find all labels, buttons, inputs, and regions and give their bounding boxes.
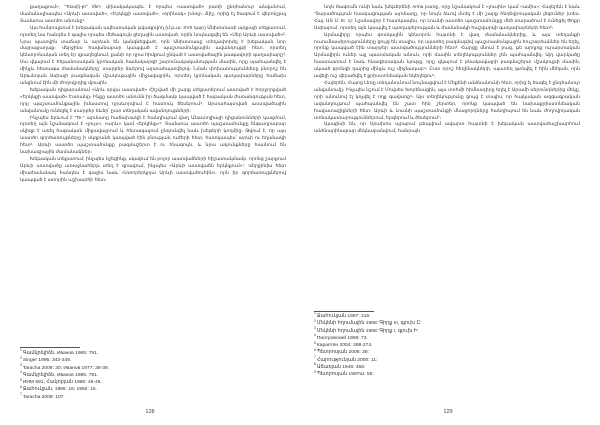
footnote-number: 3 xyxy=(20,362,22,367)
footnote xyxy=(314,364,580,371)
page-number: 129 xyxy=(443,409,453,415)
footnote-text: Taracha 2009: 30; Иванов 1977: 38-39. xyxy=(22,365,110,371)
footnote xyxy=(20,357,286,364)
page-number: 128 xyxy=(145,409,155,415)
footnote xyxy=(20,350,286,357)
footnote-divider xyxy=(314,311,374,312)
footnote-text: Ջահուկյան, 1986: 16; 1992: 16. xyxy=(22,387,97,393)
footnote-text: Գամկրելիձե, Иванов 1985: 791. xyxy=(22,351,99,356)
right-page xyxy=(300,0,600,425)
footnote-number: 4 xyxy=(314,333,316,338)
footnote-number: 6 xyxy=(314,347,316,352)
footnote-number: 7 xyxy=(314,355,316,360)
footnote xyxy=(314,342,580,349)
footnote-number: 5 xyxy=(20,377,22,382)
paragraph: Խեթական դիցարանում «Արև օրվա աստված» Հիշված մի շարք տեքստերում աստված է հորջորջված «Երկնքի աստված» Էստանը։ Ինքը աստծո անունն իր ծագմամբ կապված է հաթական ժառանգության հետ, որը պաշտամունքային իմաստով դրսևորվում է հատուկ ծեսերում⁴. Արտահայտված աստվածային անվանումը ունեցել է տարբեր ձևեր՝ ըստ տեղական ավանդույթների։ xyxy=(20,86,286,113)
footnote-text: Մեկենի հղումային 1968: Գիրք III, գլուխ Ը: xyxy=(316,321,422,327)
footnote-number: 2 xyxy=(20,355,22,360)
footnote-text: Singer 1995: 343-349. xyxy=(22,358,72,364)
footnote-text: Ջահուկյան 1987: 315: xyxy=(316,314,371,319)
footnote-text: Աճառյան 1946: 456: xyxy=(316,365,366,371)
paragraph: Արմավիրը որպես գոտկային կենտրոն հայտնի է վաղ ժամանակներից, և այս տեղանքի ուսումնասիրությունները ցույց են տալիս, որ այստեղ բազմաթիվ պաշտամունքային հուշարձաններ են եղել, որոնք կապված էին տարբեր աստվածությունների հետ³. Հարցը մնում է բաց, թե արդյոք ուրարտական Արմավիրն ուներ այլ պատմական անուն, որի մասին տեղեկություններ չեն պահպանվել։ Այդ վարկածը հաստատում է նաև հնագիտական նյութը, որը վկայում է բնակավայրի բազմաշերտ մշակույթի մասին, սկսած բրոնզի դարից մինչև ուշ միջնադար⁴։ Ըստ որոշ հեղինակների, այստեղ գտնվել է հին մեհյան, որն ավելի ուշ վերածվել է քրիստոնեական եկեղեցու⁵։ xyxy=(314,31,580,79)
footnote-number: 3 xyxy=(314,325,316,330)
footnote xyxy=(20,372,286,379)
footnote-number: 6 xyxy=(20,384,22,389)
footnote-text: Taracha 2009: 107. xyxy=(22,394,65,400)
footnote xyxy=(20,386,286,393)
paragraph: քաղաքում», "Toxu(i)-p'ṙ' tṙkṙ» փխակակապեւ է որպես «աստված» բառի ընդհանուր անվանում, մամանալիապես «Արևի աստված», «Երկնքի աստված», «օրինակ» խնդր. Ճիշ, որից էլ ծագում է վերոնշյալ Տամաուս աստծո անունը¹. xyxy=(20,4,286,23)
footnote-number: 4 xyxy=(20,370,22,375)
footnote-number: 7 xyxy=(20,392,22,397)
footnote-text: Пиотровский 1959: 73. xyxy=(316,335,368,341)
paragraph: Ինչպես երևում է "Te-" արմատը հաճախակի է հանդիպում վաղ Անատոլիայի դիցանունների կազմում, որտեղ այն նշանակում է «լույս», «արև» կամ «երկինք»⁵. Տամաուս աստծո պաշտամունքը ենթադրաբար սկիզբ է առել հաթական միջավայրում և հետագայում ընդունվել նաև խեթերի կողմից։ Թվում է, որ այս աստծո գործառույթները ի սկզբանե կապված էին բնության ուժերի հետ, հատկապես՝ արևի ու եղանակի հետ⁶. Արևի աստծո պաշտամունքը բազմաշերտ է ու հնագույն, և նրա ակունքները հասնում են նախագրային ժամանակներ։ xyxy=(20,114,286,155)
footnote-number: 9 xyxy=(314,369,316,374)
paragraph: Խեթական տեքստում, ինչպես նշեցինք, սկսվում են բոլոր աստվածների հիշատակմամբ, որոնց շարքում Արևի աստվածը առաջնահերթ տեղ է գրավում, ինչպես «Արևի աստվածն երկնքում»⁷. Վերջինիս հետ միաժամանակ հանդես է գալիս նաև «Ստորերկրյա Արևի աստվածուհին», որն իր գործառույթներով կապված է ստորին աշխարհի հետ։ xyxy=(20,155,286,182)
left-page-body xyxy=(20,4,286,184)
right-footnotes xyxy=(314,313,580,379)
footnote-text: Պետրոսյան 1997ա: 55: xyxy=(316,372,374,378)
paragraph: նոյն ծագումն ունի նաև խեթերենի Arma բառը, որը նշանակում է «լուսին» կամ «ամիս»: Հայերեն է նաև "Տարածություն հասկացության արմատը, որ նույն ձևով մտել է մի շարք հնդեվրոպական լեզուներ (տես. Հայ. ԱՏ Ս. III. 1): Նշանավոր է հատկապես, որ Լուսնի աստծո պաշտամունքը մեծ տարածում է ունեցել Փոքր Ասիայում, որտեղ այն կապվել է պտղաբերության և ժամանակի հաշվարկի գաղափարների հետ²։ xyxy=(314,4,580,30)
paragraph: Հայերեն, Հայոց Լեռը տեղանունում նույնացվում է Մեքենի անձնանունի հետ, որից էլ ծագել է ընդհանուր անվանումը։ Ինչպես նշում է Մովսես Խորենացին, այս տոհմի հիմնադիրը եղել է Արամի սերունդներից մեկը, որի անունով էլ կոչվել է ողջ գավառը⁶։ Այս տեղեկությունը ցույց է տալիս, որ հայկական ազգագրական ավանդույթում պահպանվել են շատ հին շերտեր, որոնք կապված են նախաքրիստոնեական հավատալիքների հետ։ Արևի և Լուսնի պաշտամունքի մնացորդները հանդիպում են նաև ժողովրդական տոնակատարություններում, երգերում և ծեսերում⁷։ xyxy=(314,79,580,120)
right-page-body xyxy=(314,4,580,135)
footnote-number: 1 xyxy=(20,348,22,353)
footnote-text: Հարությունյան 2000: 11: xyxy=(316,357,378,363)
footnote xyxy=(314,320,580,327)
paragraph: Այսպիսի են, որ Սրախոս պրպում թեպվում ավարտ հայտնի է խեթական աստվածաշխարհում անհնարինաբար մեկնաբանվում, հանրայն xyxy=(314,121,580,134)
footnote-number: 8 xyxy=(314,362,316,367)
footnote-text: Մեկենի հղումային 1968: Գիրք I, գլուխ Ի: xyxy=(316,328,419,334)
footnote xyxy=(314,349,580,356)
footnote xyxy=(20,379,286,386)
footnote-text: Գամկրելիձե, Иванов 1985: 791. xyxy=(22,372,99,378)
footnote xyxy=(314,313,580,320)
left-footnotes xyxy=(20,350,286,401)
footnote-text: Караптян 2004: 268-274. xyxy=(316,343,373,349)
footnote-number: 2 xyxy=(314,318,316,323)
footnote-text: Պետրոսյան 2006: 38: xyxy=(316,350,369,356)
footnote-number: 1 xyxy=(314,311,316,316)
footnote-divider xyxy=(20,347,80,348)
footnote-number: 5 xyxy=(314,340,316,345)
paragraph: Այս հանրույթում է խեթական ավեստական թվագրվող (մ.թ.ա. XVII դար) Անիտտասի արքայի տեքստում, որտեղ նա հանդես է գալիս որպես մեծագույն ցեղային աստված, որին նույնացվել են «Սեր Արևի աստված»². Նրա պատվին տաճար և արձան են կանգնեցված, որն Անիտտասը տեղափոխել է խեթական նոր մայրաքաղաք։ Վերջինս հավանաբար կապված է պաշտամունքային ավանդույթի հետ, որտեղ կենտրոնական տեղ էր զբաղեցնում, քանի որ դրա հիմքում ընկած է աստվածային թագավորի գաղափարը³. Սա վկայում է հեթանոսական կրոնական համակարգի շարունակականության մասին, որը պահպանվել է մինչև հետագա ժամանակները՝ տարբեր ձևերով արտահայտվելով։ Նման փոխառությունները բնորոշ են Արևմտյան Ասիայի բազմազան մշակութային միջավայրին, որտեղ կրոնական գաղափարները հաճախ անցնում էին մի ժողովրդից մյուսին։ xyxy=(20,24,286,85)
footnote xyxy=(314,371,580,378)
footnote xyxy=(20,394,286,401)
footnote xyxy=(314,335,580,342)
footnote xyxy=(314,355,580,367)
footnote-text: ИИМ 591, Հակոբյան 1990: 45-46. xyxy=(22,380,102,386)
